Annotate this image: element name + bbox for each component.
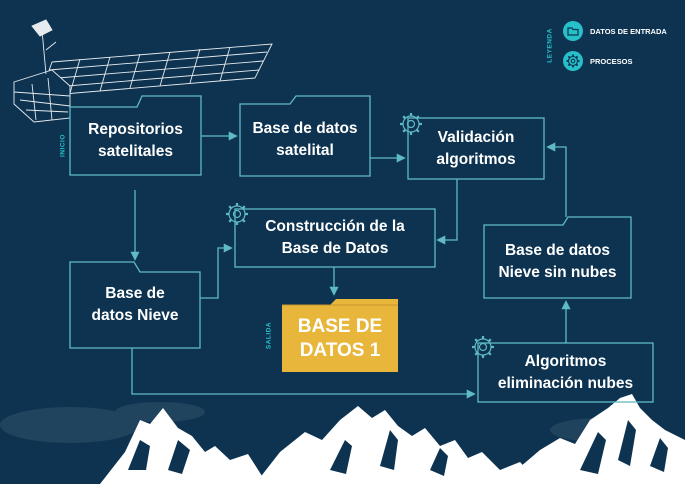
arrow-sin-nubes-to-validacion [548, 147, 566, 217]
legend-folder-icon [563, 21, 583, 41]
node-repositorios-satelitales: Repositorios satelitales [88, 121, 183, 160]
legend-title: LEYENDA [546, 28, 554, 63]
legend-gear-icon [563, 51, 583, 71]
node-validacion-algoritmos: Validación algoritmos [436, 128, 516, 168]
node-base-datos-1-output: BASE DE DATOS 1 [297, 315, 383, 361]
output-label: SALIDA [265, 321, 273, 350]
arrow-nieve-to-construccion [200, 248, 231, 298]
node-algoritmos-eliminacion-nubes: Algoritmos eliminación nubes [497, 352, 634, 392]
legend-item-processes: PROCESOS [590, 57, 633, 66]
node-base-datos-satelital: Base de datos satelital [252, 120, 358, 159]
arrow-validacion-to-construccion [438, 179, 457, 240]
start-label: INICIO [59, 134, 67, 157]
node-base-datos-nieve-sin-nubes: Base de datos Nieve sin nubes [498, 241, 617, 281]
node-base-datos-nieve: Base de datos Nieve [91, 285, 179, 324]
node-construccion-base-datos: Construcción de la Base de Datos [265, 218, 405, 257]
legend-item-input-data: DATOS DE ENTRADA [590, 27, 667, 36]
